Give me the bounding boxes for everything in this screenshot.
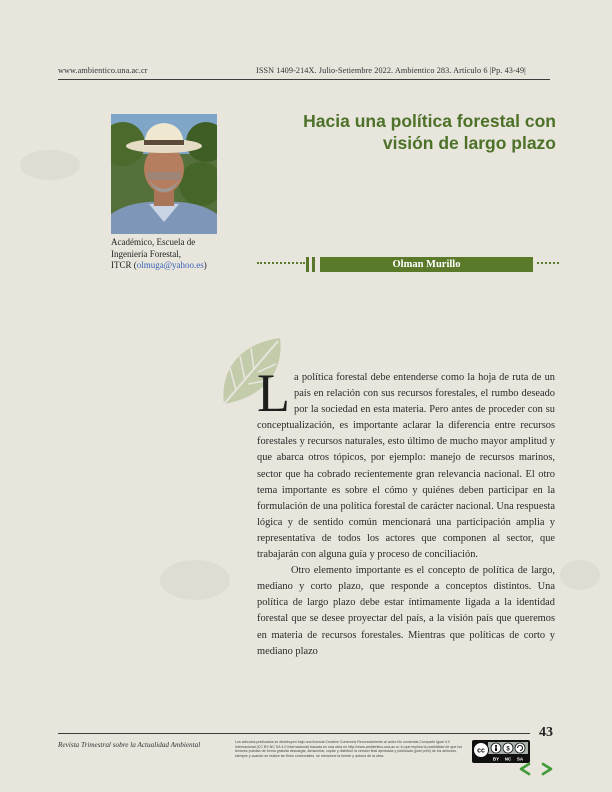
affiliation-line: Ingeniería Forestal,: [111, 248, 181, 259]
page-number: 43: [539, 725, 553, 740]
divider-bar: [306, 257, 309, 272]
affiliation-line: Académico, Escuela de: [111, 237, 196, 247]
article-title-line: Hacia una política forestal con: [303, 111, 556, 131]
background-texture: [560, 560, 600, 590]
paragraph: [257, 363, 555, 563]
journal-name: Revista Trimestral sobre la Actualidad Ambiental: [58, 741, 201, 749]
footer-divider: [58, 733, 530, 734]
paragraph: Otro elemento importante es el concepto de política de largo, mediano y corto plazo, que responde a conceptos distintos. Una política de largo plazo debe estar íntimamente ligada a la identidad forestal que se desee proyectar del país, a la visión país que queremos en materia de recursos forestales. Mientras que políticas de corto y mediano plazo: [257, 565, 555, 657]
background-texture: [160, 560, 230, 600]
affiliation-suffix: ): [203, 260, 207, 270]
header-citation: ISSN 1409-214X. Julio-Setiembre 2022. Ambientico 283. Artículo 6 |Pp. 43-49|: [256, 66, 526, 75]
paragraph-text: a política forestal debe entenderse como la hoja de ruta de un país en relación con sus recursos forestales, el rumbo deseado por la sociedad en esta materia. Pero antes de proceder con su conceptualización, es importante aclarar la diferencia entre recursos forestales y recursos naturales, esto último de mucho mayor amplitud y que abarca otros tópicos, por ejemplo: manejo de recursos marinos, sector que ha cobrado recientemente gran relevancia nacional. El otro tema importante es sobre el cómo y quiénes deben participar en la formulación de una política forestal de carácter nacional. Una respuesta lógica y de sentido común mencionará una participación amplia y representativa de todos los actores que componen al sector, que trabajarán con alguna guía y proceso de conciliación.: [257, 372, 555, 561]
author-affiliation: [111, 237, 241, 272]
dotted-divider: [257, 262, 305, 264]
cc-label: NC: [504, 756, 512, 762]
cc-mark: cc: [477, 747, 485, 755]
author-name-banner: Olman Murillo: [320, 257, 533, 272]
affiliation-prefix: ITCR (: [111, 260, 137, 270]
header-divider: [58, 79, 550, 80]
dotted-divider: [537, 262, 559, 264]
article-title-line: visión de largo plazo: [382, 133, 556, 153]
cc-label: SA: [516, 756, 524, 762]
chevron-left-icon[interactable]: [518, 762, 532, 776]
header-website[interactable]: www.ambientico.una.ac.cr: [58, 66, 148, 75]
background-texture: [20, 150, 80, 180]
affiliation-line: [111, 260, 241, 272]
cc-license-badge[interactable]: [472, 740, 530, 763]
cc-label: BY: [492, 756, 500, 762]
divider-bar: [312, 257, 315, 272]
author-email-link[interactable]: olmuga@yahoo.es: [136, 260, 204, 270]
author-photo: [111, 114, 217, 234]
svg-text:$: $: [506, 746, 510, 753]
drop-cap: L: [257, 363, 290, 423]
chevron-right-icon[interactable]: [540, 762, 554, 776]
license-notice: Los artículos publicados se distribuyen bajo una licencia Creative Commons Reconocimiento al autor-No comercial-Compartir igual 4.0 Internacional (CC BY-NC SA 4.0 Internacional) basada en una obra en http://www.ambientico.una.ac.cr, lo que implica la posibilidad de que los lectores puedan de forma gratuita descargar, almacenar, copiar y distribuir la versión final aprobada y publicada (post print) de los artículos, siempre y cuando se realice sin fines comerciales, se mencione la fuente y autoría de la obra.: [235, 740, 463, 758]
article-title: [258, 110, 556, 154]
article-body: [257, 363, 555, 660]
